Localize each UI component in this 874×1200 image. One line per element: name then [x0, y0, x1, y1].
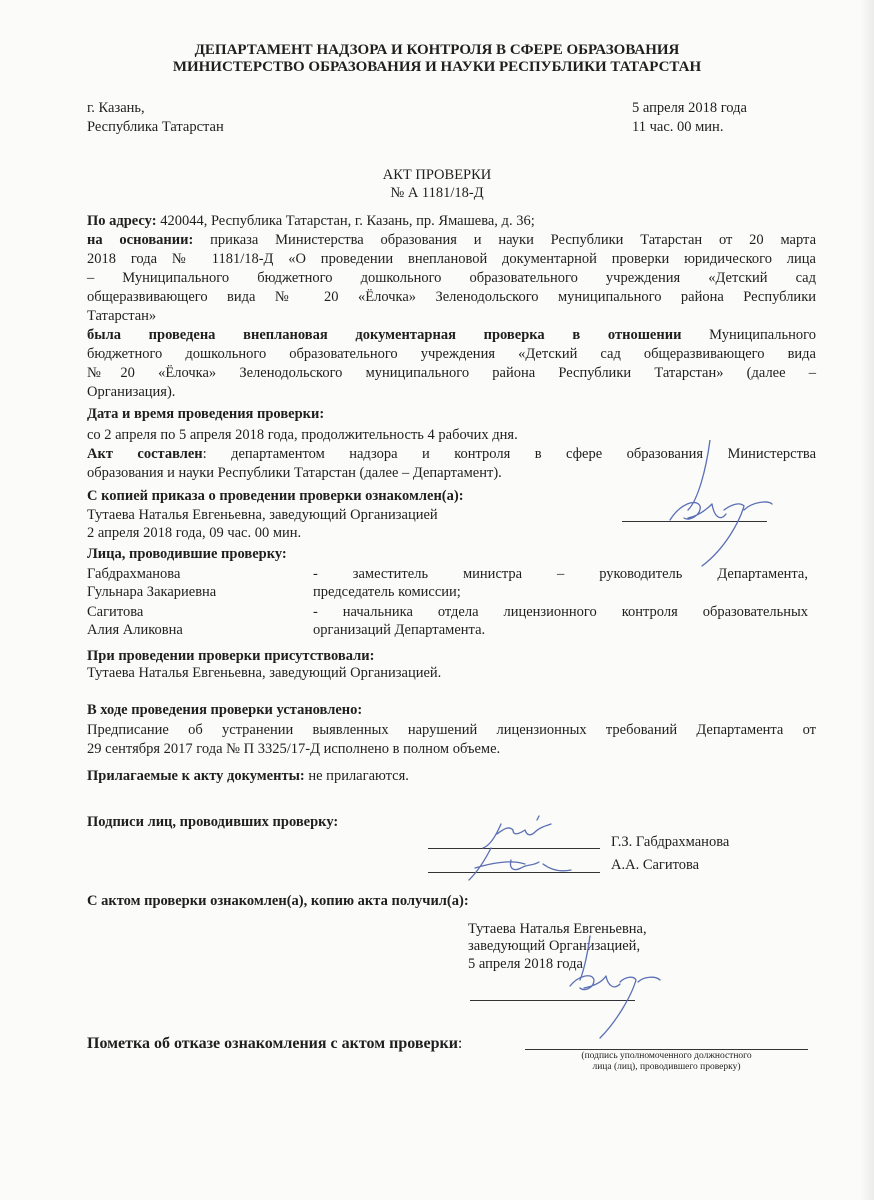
- place-city: г. Казань,: [87, 100, 145, 116]
- attachments-line: [87, 767, 409, 785]
- findings-label: В ходе проведения проверки установлено:: [87, 702, 363, 718]
- present-value: Тутаева Наталья Евгеньевна, заведующий Организацией.: [87, 665, 442, 681]
- inspection-text-1: Муниципального: [709, 327, 816, 343]
- signature-tutaeva-1: [640, 440, 780, 580]
- basis-line-3: – Муниципального бюджетного дошкольного образовательного учреждения «Детский сад: [87, 270, 816, 286]
- composed-line-2: образования и науки Республики Татарстан (далее – Департамент).: [87, 465, 502, 481]
- attachments-label: Прилагаемые к акту документы:: [87, 768, 305, 784]
- findings-line-1: Предписание об устранении выявленных нарушений лицензионных требований Департамента от: [87, 722, 816, 738]
- inspector-1-role-1: - заместитель министра – руководитель Департамента,: [313, 566, 808, 582]
- inspector-1-surname: Габдрахманова: [87, 566, 181, 582]
- inspectors-label: Лица, проводившие проверку:: [87, 546, 287, 562]
- receipt-date: 5 апреля 2018 года: [468, 956, 583, 972]
- refusal-caption-2: лица (лиц), проводившего проверку): [592, 1062, 741, 1072]
- address-value: 420044, Республика Татарстан, г. Казань, пр. Ямашева, д. 36;: [156, 213, 535, 229]
- period-value: со 2 апреля по 5 апреля 2018 года, продолжительность 4 рабочих дня.: [87, 427, 518, 443]
- inspector-2-role-1: - начальника отдела лицензионного контроля образовательных: [313, 604, 808, 620]
- address-line: [87, 212, 817, 230]
- refusal-colon: :: [457, 1035, 463, 1052]
- basis-line-2: 2018 года № 1181/18-Д «О проведении внеплановой документарной проверки юридического лица: [87, 251, 816, 267]
- refusal-label: Пометка об отказе ознакомления с актом проверки: [87, 1035, 458, 1052]
- refusal-caption-1: (подпись уполномоченного должностного: [581, 1051, 752, 1061]
- header-department: ДЕПАРТАМЕНТ НАДЗОРА И КОНТРОЛЯ В СФЕРЕ ОБРАЗОВАНИЯ: [194, 42, 680, 58]
- scan-edge-shadow: [860, 0, 874, 1200]
- receipt-position: заведующий Организацией,: [468, 938, 641, 954]
- inspector-2-given: Алия Аликовна: [87, 622, 183, 638]
- refusal-signature-line: [525, 1049, 808, 1050]
- signature-sagitova: [455, 838, 605, 888]
- signatory-1: Г.З. Габдрахманова: [611, 834, 730, 850]
- signatures-label: Подписи лиц, проводивших проверку:: [87, 814, 339, 830]
- basis-label: на основании:: [87, 232, 194, 248]
- document-title: АКТ ПРОВЕРКИ: [382, 167, 492, 183]
- inspection-line-3: №20 «Ёлочка» Зеленодольского муниципального района Республики Татарстан» (далее –: [87, 365, 816, 381]
- basis-line-1: [87, 231, 816, 249]
- receipt-label: С актом проверки ознакомлен(а), копию акта получил(а):: [87, 893, 469, 909]
- inspector-2-surname: Сагитова: [87, 604, 144, 620]
- receipt-person: Тутаева Наталья Евгеньевна,: [468, 921, 647, 937]
- findings-line-2: 29 сентября 2017 года № П 3325/17-Д исполнено в полном объеме.: [87, 741, 501, 757]
- act-date: 5 апреля 2018 года: [632, 100, 747, 116]
- period-label: Дата и время проведения проверки:: [87, 406, 325, 422]
- acquainted-order-when: 2 апреля 2018 года, 09 час. 00 мин.: [87, 525, 302, 541]
- present-label: При проведении проверки присутствовали:: [87, 648, 375, 664]
- inspection-line-2: бюджетного дошкольного образовательного учреждения «Детский сад общеразвивающего вида: [87, 346, 816, 362]
- basis-text-1: приказа Министерства образования и науки Республики Татарстан от 20 марта: [210, 232, 816, 248]
- basis-line-5: Татарстан»: [87, 308, 157, 324]
- header-ministry: МИНИСТЕРСТВО ОБРАЗОВАНИЯ И НАУКИ РЕСПУБЛИКИ ТАТАРСТАН: [172, 59, 702, 75]
- signatory-2: А.А. Сагитова: [611, 857, 700, 873]
- inspection-line-1: [87, 326, 816, 344]
- inspector-2-role-2: организаций Департамента.: [313, 622, 486, 638]
- document-number: № А 1181/18-Д: [390, 185, 484, 201]
- place-region: Республика Татарстан: [87, 119, 224, 135]
- inspector-1-role-2: председатель комиссии;: [313, 584, 461, 600]
- composed-label: Акт составлен: [87, 446, 203, 462]
- address-label: По адресу:: [87, 213, 157, 229]
- composed-text-1: : департаментом надзора и контроля в сфере образования Министерства: [202, 446, 816, 462]
- basis-line-4: общеразвивающего вида № 20 «Ёлочка» Зеленодольского муниципального района Республики: [87, 289, 816, 305]
- refusal-line: [87, 1034, 462, 1054]
- acquainted-order-person: Тутаева Наталья Евгеньевна, заведующий Организацией: [87, 507, 438, 523]
- inspection-label: была проведена внеплановая документарная проверка в отношении: [87, 327, 682, 343]
- acquainted-order-label: С копией приказа о проведении проверки ознакомлен(а):: [87, 488, 464, 504]
- signature-tutaeva-2: [540, 930, 680, 1050]
- inspection-line-4: Организация).: [87, 384, 176, 400]
- inspector-1-given: Гульнара Закариевна: [87, 584, 217, 600]
- act-time: 11 час. 00 мин.: [632, 119, 724, 135]
- attachments-value: не прилагаются.: [304, 768, 409, 784]
